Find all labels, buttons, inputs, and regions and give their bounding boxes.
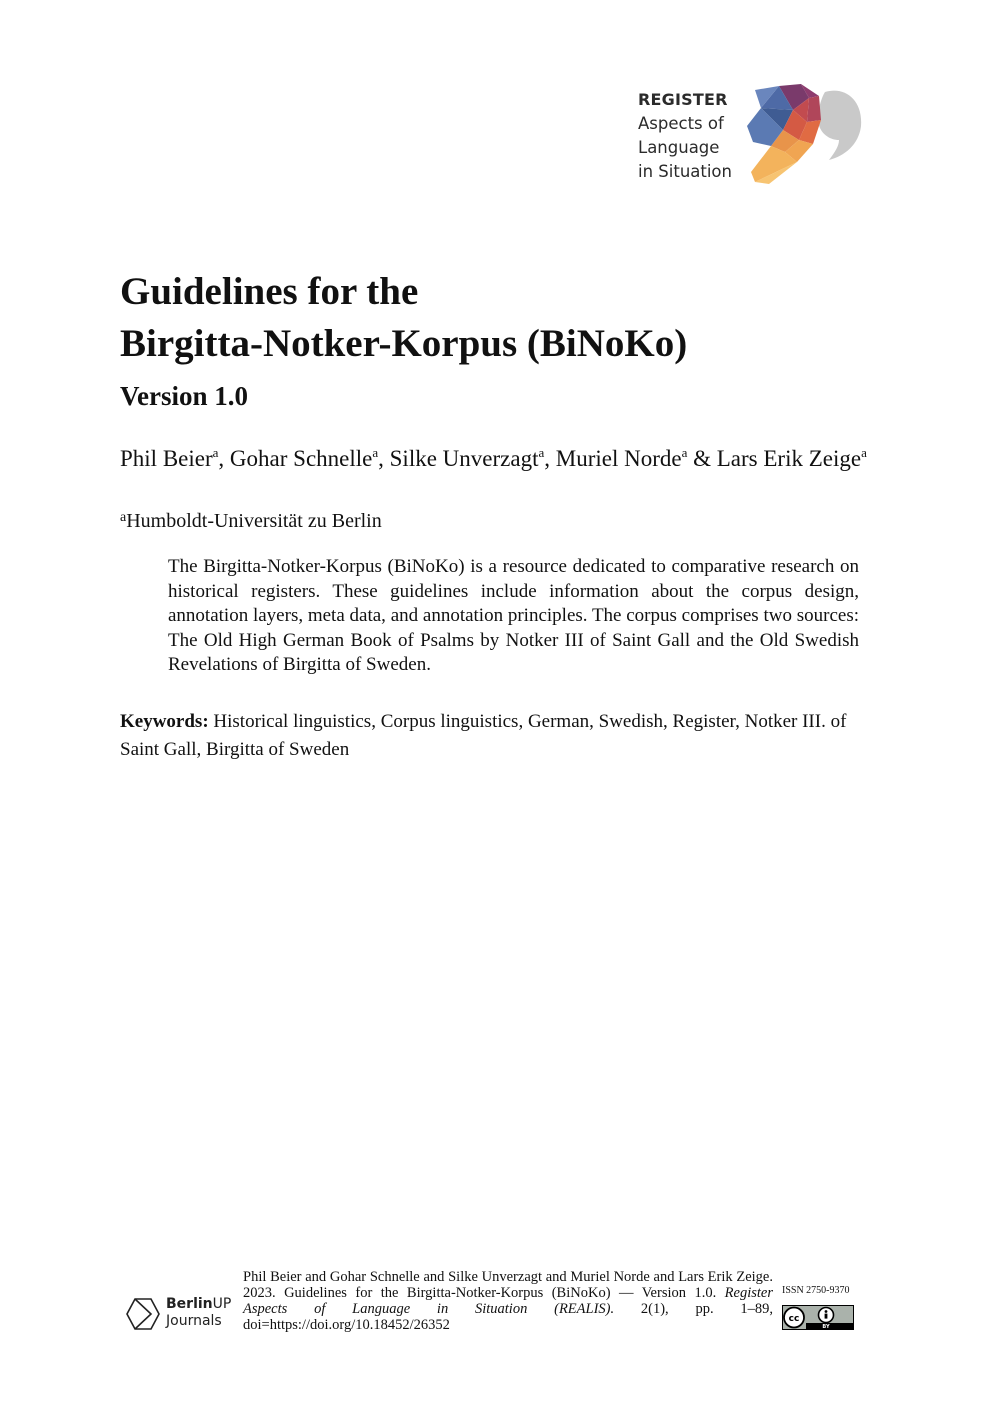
cc-by-license-icon — [782, 1305, 854, 1330]
citation — [243, 1269, 773, 1333]
affiliation-marker: a — [120, 510, 127, 525]
quotation-mark-logo-icon — [741, 82, 863, 186]
author-affiliation-marker: a — [372, 445, 379, 460]
publisher-name-rest: UP — [212, 1296, 232, 1312]
paper-version: Version 1.0 — [120, 381, 249, 411]
paper-title: Guidelines for the Birgitta-Notker-Korpus (BiNoKo) — [120, 270, 688, 365]
journal-logo-line-3: Language — [638, 138, 720, 157]
abstract: The Birgitta-Notker-Korpus (BiNoKo) is a resource dedicated to comparative research on historical registers. These guidelines include information about the corpus design, annotation layers, meta data, and annotation principles. The corpus comprises two sources: The Old High German Book of Psalms by Notker III of Saint Gall and the Old Swedish Revelations of Birgitta of Sweden. — [168, 556, 859, 676]
author-separator: , — [544, 446, 556, 471]
affiliation — [120, 508, 382, 534]
journal-logo-line-4: in Situation — [638, 162, 732, 181]
affiliation-name: Humboldt-Universität zu Berlin — [126, 510, 382, 532]
issn: ISSN 2750-9370 — [782, 1285, 850, 1296]
author-affiliation-marker: a — [212, 445, 219, 460]
author-affiliation-marker: a — [861, 445, 867, 460]
keywords-text: Historical linguistics, Corpus linguistics, German, Swedish, Register, Notker III. of Saint Gall, Birgitta of Sweden — [120, 711, 847, 760]
author-name: Lars Erik Zeige — [716, 446, 862, 471]
author-name: Muriel Norde — [555, 446, 682, 471]
author-separator: , — [218, 446, 230, 471]
author-separator: , — [378, 446, 390, 471]
author-affiliation-marker: a — [538, 445, 545, 460]
author-affiliation-marker: a — [681, 445, 688, 460]
publisher-logo — [125, 1295, 235, 1333]
journal-logo-line-1: REGISTER — [638, 90, 728, 109]
author-name: Gohar Schnelle — [229, 446, 373, 471]
author-separator: & — [687, 446, 717, 471]
journal-logo-line-2: Aspects of — [638, 114, 724, 133]
keywords — [120, 708, 880, 764]
journal-logo-text — [638, 88, 732, 184]
journal-logo — [638, 82, 868, 187]
keywords-label: Keywords: — [120, 711, 209, 732]
publisher-hexagon-icon — [125, 1297, 161, 1331]
citation-volume-doi: 2(1), pp. 1–89, doi=https://doi.org/10.18452/26352 — [243, 1301, 773, 1333]
author-list — [120, 445, 890, 473]
cc-label: cc — [788, 1314, 800, 1324]
publisher-name-bold: Berlin — [166, 1296, 213, 1312]
citation-authors-title: Phil Beier and Gohar Schnelle and Silke Unverzagt and Muriel Norde and Lars Erik Zeige. 2023. Guidelines for the Birgitta-Notker-Korpus (BiNoKo) — Version 1.0. — [243, 1269, 773, 1301]
by-label: BY — [822, 1324, 830, 1330]
citation-journal: Register Aspects of Language in Situation (REALIS). — [243, 1285, 773, 1317]
author-name: Phil Beier — [120, 446, 213, 471]
publisher-subline: Journals — [166, 1313, 222, 1329]
author-name: Silke Unverzagt — [389, 446, 539, 471]
publisher-name — [166, 1296, 231, 1330]
